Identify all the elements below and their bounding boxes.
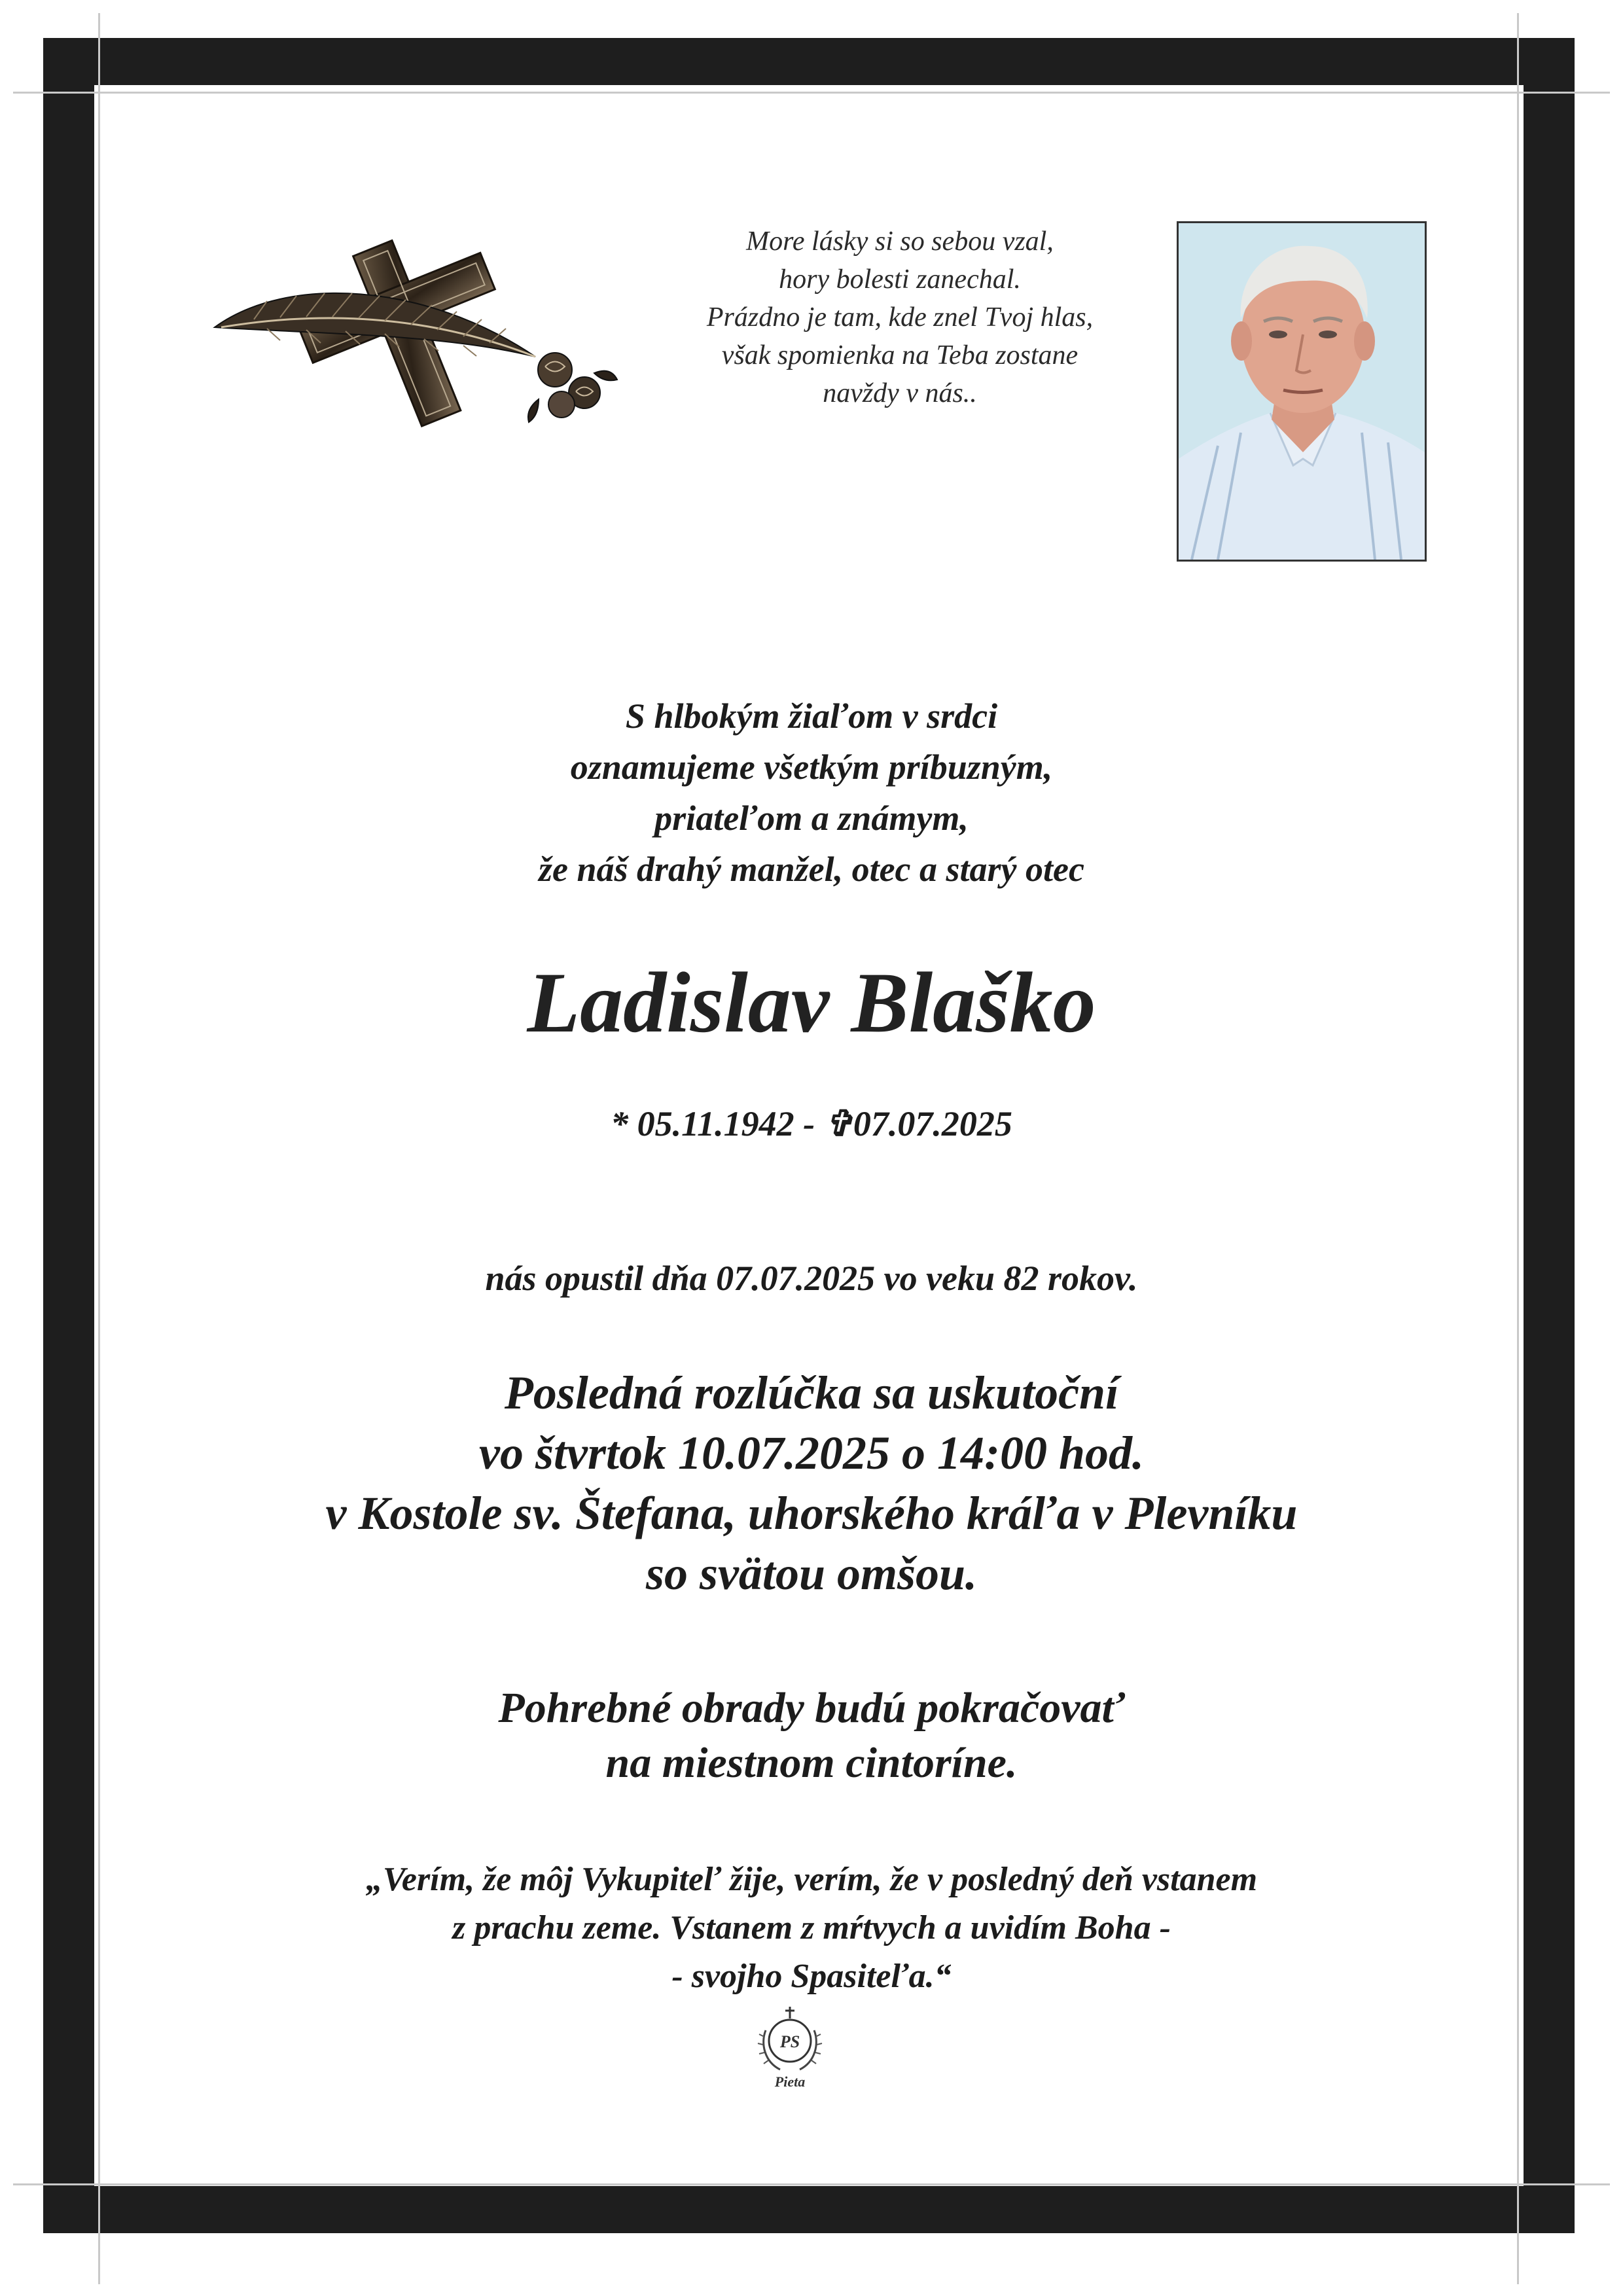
logo-caption: Pieta	[774, 2073, 806, 2090]
poem-line: však spomienka na Teba zostane	[721, 340, 1079, 370]
death-cross-icon: ✞	[823, 1104, 853, 1143]
scripture-quote	[111, 1856, 1512, 2001]
burial-line: Pohrebné obrady budú pokračovať	[498, 1684, 1125, 1732]
guide-line	[13, 92, 1610, 94]
quote-line: „Verím, že môj Vykupiteľ žije, verím, že v posledný deň vstanem	[365, 1861, 1258, 1898]
farewell-details	[111, 1363, 1512, 1604]
poem-line: Prázdno je tam, kde znel Tvoj hlas,	[706, 302, 1094, 332]
poem-line: navždy v nás..	[823, 378, 977, 408]
farewell-line: v Kostole sv. Štefana, uhorského kráľa v Plevníku	[325, 1487, 1298, 1539]
poem-verse	[638, 223, 1162, 412]
frame-right-border	[1524, 38, 1575, 2233]
logo-monogram: PS	[779, 2032, 800, 2051]
roses-icon	[528, 353, 617, 422]
life-dates	[111, 1101, 1512, 1147]
death-date: 07.07.2025	[853, 1104, 1012, 1143]
announcement-line: priateľom a známym,	[654, 798, 969, 838]
announcement-text	[111, 691, 1512, 895]
portrait-image	[1179, 223, 1425, 560]
guide-line	[1517, 13, 1519, 2284]
quote-line: - svojho Spasiteľa.“	[671, 1958, 952, 1995]
palm-leaf-icon	[215, 293, 535, 357]
poem-line: hory bolesti zanechal.	[779, 264, 1021, 295]
frame-left-border	[43, 38, 94, 2233]
poem-line: More lásky si so sebou vzal,	[746, 226, 1054, 257]
announcement-line: oznamujeme všetkým príbuzným,	[570, 747, 1053, 787]
burial-line: na miestnom cintoríne.	[605, 1739, 1018, 1787]
burial-details	[111, 1681, 1512, 1791]
frame-top-border	[43, 38, 1575, 85]
frame-bottom-border	[43, 2186, 1575, 2233]
guide-line	[98, 13, 100, 2284]
quote-line: z prachu zeme. Vstanem z mŕtvych a uvidím Boha -	[452, 1909, 1171, 1946]
birth-date: * 05.11.1942 -	[611, 1104, 815, 1143]
deceased-name: Ladislav Blaško	[527, 954, 1096, 1050]
announcement-line: S hlbokým žiaľom v srdci	[625, 696, 998, 736]
cross-palm-emblem	[208, 236, 633, 432]
farewell-line: vo štvrtok 10.07.2025 o 14:00 hod.	[479, 1427, 1144, 1479]
farewell-line: so svätou omšou.	[645, 1547, 978, 1600]
guide-line	[13, 2183, 1610, 2185]
portrait-photo	[1177, 221, 1427, 562]
passed-away-text: nás opustil dňa 07.07.2025 vo veku 82 rokov.	[485, 1259, 1138, 1298]
announcement-line: že náš drahý manžel, otec a starý otec	[539, 850, 1084, 889]
farewell-line: Posledná rozlúčka sa uskutoční	[504, 1367, 1119, 1419]
